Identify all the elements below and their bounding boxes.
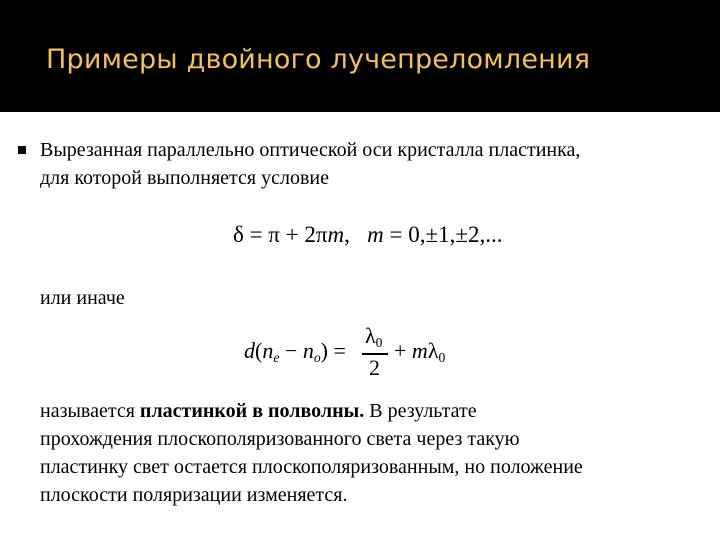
formula1-sep: , xyxy=(344,222,368,247)
formula2-plus: + xyxy=(394,338,412,363)
formula2-e-sub: e xyxy=(273,350,280,366)
formula2-no: n xyxy=(302,338,314,363)
formula2-open-paren: ( xyxy=(255,338,263,363)
formula2-lambda-sub: 0 xyxy=(375,335,383,351)
paragraph1-line1: Вырезанная параллельно оптической оси кристалла пластинка, xyxy=(40,139,581,161)
formula2-d: d xyxy=(244,338,255,363)
formula1-rhs: = 0,±1,±2,... xyxy=(383,222,503,247)
formula2-rhs xyxy=(394,338,445,366)
formula2-close-paren: ) = xyxy=(320,338,346,363)
paragraph2-pre: называется xyxy=(40,400,140,422)
formula-half-wave-condition xyxy=(233,222,502,248)
formula2-numerator xyxy=(365,323,382,351)
paragraph2-line4: плоскости поляризации изменяется. xyxy=(40,484,348,506)
formula2-lambda: λ xyxy=(365,323,376,348)
formula1-m2: m xyxy=(367,222,384,247)
formula1-m1: m xyxy=(327,222,345,247)
formula2-lambda-rhs-sub: 0 xyxy=(438,350,446,366)
or-else-text: или иначе xyxy=(40,287,125,309)
paragraph2-post: В результате xyxy=(364,400,477,422)
formula2-m: m xyxy=(411,338,428,363)
paragraph2-line3: пластинку свет остается плоскополяризованным, но положение xyxy=(40,456,583,478)
formula2-denominator: 2 xyxy=(369,355,380,380)
slide-title: Примеры двойного лучепреломления xyxy=(46,44,591,75)
paragraph2-line2: прохождения плоскополяризованного света через такую xyxy=(40,428,520,450)
formula2-lhs xyxy=(244,338,346,366)
paragraph1-line2: для которой выполняется условие xyxy=(40,167,329,189)
formula2-ne: n xyxy=(262,338,274,363)
title-bar xyxy=(0,0,720,112)
formula-path-difference xyxy=(244,323,464,383)
formula1-lhs: δ = π + 2π xyxy=(233,222,328,247)
formula2-o-sub: o xyxy=(313,350,321,366)
square-bullet-icon xyxy=(18,146,26,154)
formula2-minus: − xyxy=(279,338,303,363)
paragraph2-line1 xyxy=(40,397,477,425)
formula2-lambda-rhs: λ xyxy=(427,338,439,363)
half-wave-plate-term: пластинкой в полволны. xyxy=(139,400,365,422)
